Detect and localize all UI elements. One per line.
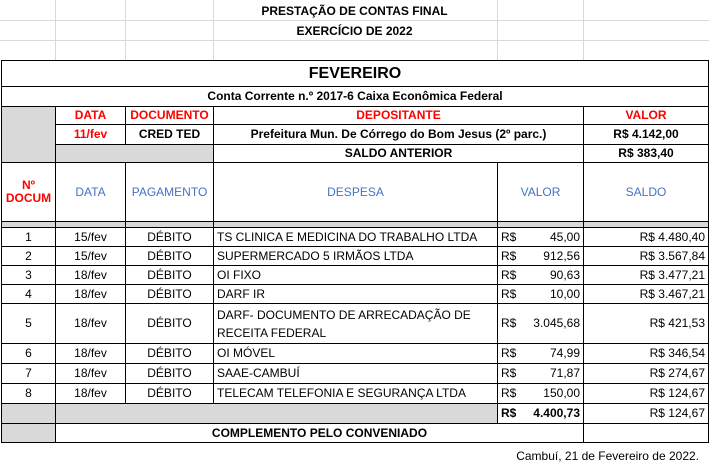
blank-cell (2, 424, 56, 443)
table-row (2, 247, 709, 266)
table-row (2, 384, 709, 404)
row-num: 8 (2, 384, 56, 404)
account-line: Conta Corrente n.º 2017-6 Caixa Econômica Federal (2, 87, 709, 107)
value-header: VALOR (498, 163, 584, 222)
row-date: 18/fev (56, 266, 126, 285)
row-num: 1 (2, 228, 56, 247)
row-payment: DÉBITO (126, 344, 214, 364)
table-row (2, 304, 709, 344)
row-expense: TELECAM TELEFONIA E SEGURANÇA LTDA (214, 384, 498, 404)
row-expense: DARF- DOCUMENTO DE ARRECADAÇÃO DE RECEITA FEDERAL (214, 304, 498, 344)
row-payment: DÉBITO (126, 228, 214, 247)
depositor-header: DEPOSITANTE (214, 107, 584, 125)
row-payment: DÉBITO (126, 364, 214, 384)
table-row (2, 266, 709, 285)
row-num: 2 (2, 247, 56, 266)
row-expense: OI MÓVEL (214, 344, 498, 364)
table-row (2, 344, 709, 364)
place-date: Cambuí, 21 de Fevereiro de 2022. (516, 449, 699, 463)
row-num: 7 (2, 364, 56, 384)
row-num: 6 (2, 344, 56, 364)
row-expense: SAAE-CAMBUÍ (214, 364, 498, 384)
row-date: 18/fev (56, 304, 126, 344)
deposit-value-header: VALOR (584, 107, 709, 125)
row-balance: R$ 3.477,21 (584, 266, 709, 285)
row-value: R$ 3.045,68 (498, 304, 584, 344)
blank-cell (2, 404, 56, 424)
row-value: R$ 90,63 (498, 266, 584, 285)
deposit-date-header: DATA (56, 107, 126, 125)
row-expense: TS CLINICA E MEDICINA DO TRABALHO LTDA (214, 228, 498, 247)
row-balance: R$ 421,53 (584, 304, 709, 344)
row-payment: DÉBITO (126, 384, 214, 404)
date-header: DATA (56, 163, 126, 222)
row-payment: DÉBITO (126, 285, 214, 304)
expense-header: DESPESA (214, 163, 498, 222)
row-date: 18/fev (56, 364, 126, 384)
gridline (0, 20, 709, 21)
deposit-date: 11/fev (56, 125, 126, 145)
row-payment: DÉBITO (126, 247, 214, 266)
row-expense: DARF IR (214, 285, 498, 304)
table-row (2, 364, 709, 384)
total-value: R$ 4.400,73 (498, 404, 584, 424)
statement-table (1, 60, 709, 443)
complement-label: COMPLEMENTO PELO CONVENIADO (56, 424, 584, 443)
row-value: R$ 45,00 (498, 228, 584, 247)
row-balance: R$ 346,54 (584, 344, 709, 364)
row-payment: DÉBITO (126, 266, 214, 285)
row-date: 15/fev (56, 228, 126, 247)
row-balance: R$ 274,67 (584, 364, 709, 384)
doc-number-header: Nº DOCUM (2, 163, 56, 222)
table-row (2, 285, 709, 304)
row-num: 5 (2, 304, 56, 344)
payment-header: PAGAMENTO (126, 163, 214, 222)
row-date: 15/fev (56, 247, 126, 266)
row-num: 3 (2, 266, 56, 285)
total-balance: R$ 124,67 (584, 404, 709, 424)
report-title: PRESTAÇÃO DE CONTAS FINAL (261, 4, 448, 18)
month-title: FEVEREIRO (2, 61, 709, 87)
row-balance: R$ 3.467,21 (584, 285, 709, 304)
row-balance: R$ 3.567,84 (584, 247, 709, 266)
table-row (2, 228, 709, 247)
report-year: EXERCÍCIO DE 2022 (296, 24, 413, 38)
gridline (0, 40, 709, 41)
row-num: 4 (2, 285, 56, 304)
row-date: 18/fev (56, 384, 126, 404)
blank-cell (2, 107, 56, 163)
blank-cell (56, 404, 498, 424)
row-balance: R$ 4.480,40 (584, 228, 709, 247)
row-value: R$ 150,00 (498, 384, 584, 404)
row-value: R$ 912,56 (498, 247, 584, 266)
blank-cell (56, 145, 214, 163)
deposit-document: CRED TED (126, 125, 214, 145)
row-payment: DÉBITO (126, 304, 214, 344)
complement-value (584, 424, 709, 443)
row-expense: SUPERMERCADO 5 IRMÃOS LTDA (214, 247, 498, 266)
row-date: 18/fev (56, 285, 126, 304)
previous-balance-value: R$ 383,40 (584, 145, 709, 163)
previous-balance-label: SALDO ANTERIOR (214, 145, 584, 163)
balance-header: SALDO (584, 163, 709, 222)
row-value: R$ 10,00 (498, 285, 584, 304)
row-balance: R$ 124,67 (584, 384, 709, 404)
row-value: R$ 71,87 (498, 364, 584, 384)
deposit-document-header: DOCUMENTO (126, 107, 214, 125)
row-date: 18/fev (56, 344, 126, 364)
depositor: Prefeitura Mun. De Córrego do Bom Jesus (2º parc.) (214, 125, 584, 145)
row-value: R$ 74,99 (498, 344, 584, 364)
row-expense: OI FIXO (214, 266, 498, 285)
deposit-value: R$ 4.142,00 (584, 125, 709, 145)
